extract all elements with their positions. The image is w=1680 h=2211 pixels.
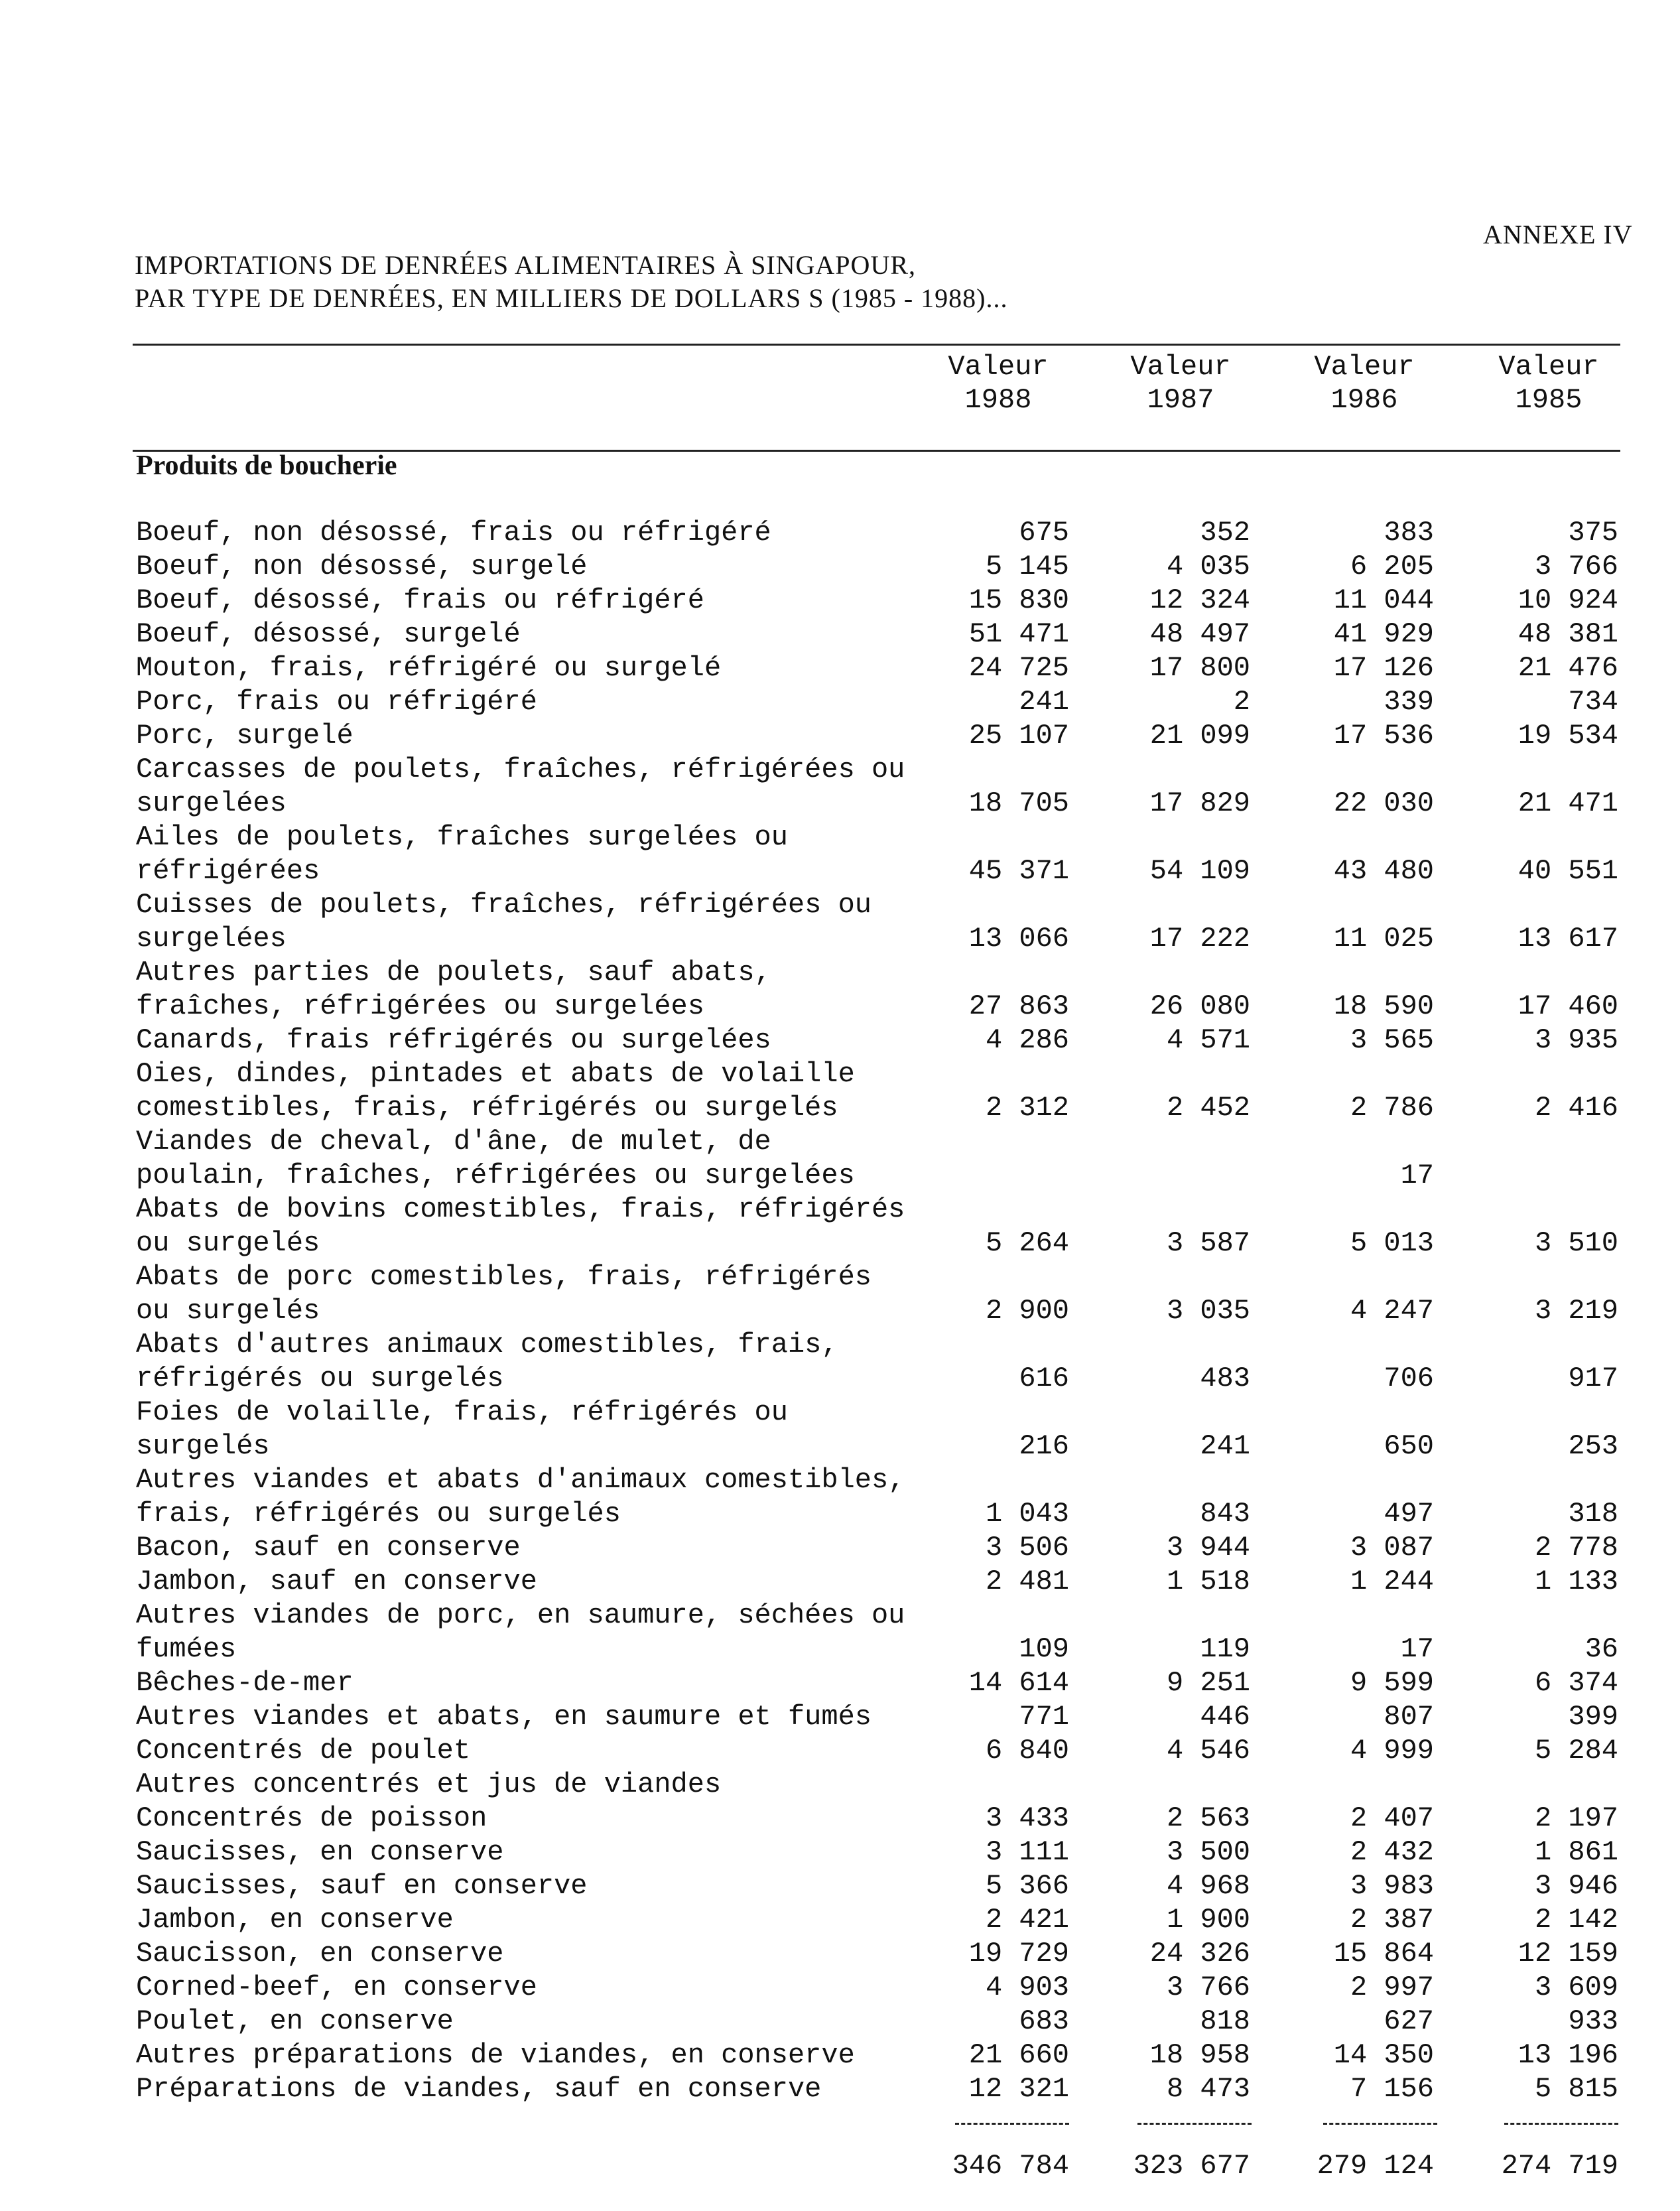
row-value: 352 xyxy=(1200,517,1250,549)
row-value: 2 432 xyxy=(1350,1836,1434,1868)
row-value: 4 286 xyxy=(985,1024,1069,1056)
total-1988: 346 784 xyxy=(952,2150,1069,2182)
total-separator-1986 xyxy=(1323,2123,1437,2125)
row-value: 48 381 xyxy=(1518,618,1618,650)
row-value: 3 935 xyxy=(1534,1024,1618,1056)
row-value: 2 197 xyxy=(1534,1802,1618,1834)
row-value: 13 617 xyxy=(1518,923,1618,955)
row-label: Autres parties de poulets, sauf abats, xyxy=(136,957,771,988)
row-label: Corned-beef, en conserve xyxy=(136,1972,537,2003)
row-value: 8 473 xyxy=(1166,2073,1250,2105)
row-value: 2 900 xyxy=(985,1295,1069,1327)
row-value: 1 900 xyxy=(1166,1904,1250,1936)
total-1987: 323 677 xyxy=(1133,2150,1250,2182)
row-value: 3 111 xyxy=(985,1836,1069,1868)
row-label: Canards, frais réfrigérés ou surgelées xyxy=(136,1024,771,1056)
row-value: 4 903 xyxy=(985,1972,1069,2003)
row-label: Autres viandes et abats d'animaux comestibles, xyxy=(136,1464,905,1496)
row-value: 917 xyxy=(1568,1363,1618,1394)
row-value: 1 518 xyxy=(1166,1566,1250,1597)
row-value: 3 983 xyxy=(1350,1870,1434,1902)
row-label: Concentrés de poisson xyxy=(136,1802,487,1834)
row-label: Ailes de poulets, fraîches surgelées ou xyxy=(136,821,788,853)
row-value: 18 958 xyxy=(1149,2039,1250,2071)
row-label: Oies, dindes, pintades et abats de volaille xyxy=(136,1058,855,1090)
row-label: Abats de bovins comestibles, frais, réfrigérés xyxy=(136,1193,905,1225)
row-label: Foies de volaille, frais, réfrigérés ou xyxy=(136,1396,788,1428)
row-label: Saucisses, sauf en conserve xyxy=(136,1870,588,1902)
row-value: 11 025 xyxy=(1333,923,1434,955)
row-label: Boeuf, désossé, frais ou réfrigéré xyxy=(136,584,704,616)
row-value: 11 044 xyxy=(1333,584,1434,616)
row-label: Porc, surgelé xyxy=(136,720,354,752)
row-label: Concentrés de poulet xyxy=(136,1735,471,1767)
row-value: 3 766 xyxy=(1166,1972,1250,2003)
row-value: 339 xyxy=(1384,686,1434,718)
row-value: 54 109 xyxy=(1149,855,1250,887)
row-value: 3 219 xyxy=(1534,1295,1618,1327)
row-value: 1 043 xyxy=(985,1498,1069,1530)
row-value: 3 944 xyxy=(1166,1532,1250,1564)
row-value: 17 536 xyxy=(1333,720,1434,752)
row-label: Saucisson, en conserve xyxy=(136,1938,504,1970)
row-value: 17 829 xyxy=(1149,787,1250,819)
section-heading: Produits de boucherie xyxy=(136,450,397,481)
row-value: 17 800 xyxy=(1149,652,1250,684)
row-label: réfrigérées xyxy=(136,855,320,887)
row-value: 45 371 xyxy=(968,855,1069,887)
column-year: 1987 xyxy=(1147,384,1214,416)
row-label: Autres viandes de porc, en saumure, séchées ou xyxy=(136,1599,905,1631)
row-value: 1 133 xyxy=(1534,1566,1618,1597)
total-separator-1985 xyxy=(1504,2123,1618,2125)
row-value: 12 321 xyxy=(968,2073,1069,2105)
row-value: 13 196 xyxy=(1518,2039,1618,2071)
row-label: Carcasses de poulets, fraîches, réfrigérées ou xyxy=(136,754,905,785)
row-value: 3 035 xyxy=(1166,1295,1250,1327)
row-value: 818 xyxy=(1200,2005,1250,2037)
row-value: 13 066 xyxy=(968,923,1069,955)
row-value: 4 999 xyxy=(1350,1735,1434,1767)
row-label: ou surgelés xyxy=(136,1295,320,1327)
row-value: 318 xyxy=(1568,1498,1618,1530)
row-value: 216 xyxy=(1019,1430,1069,1462)
row-value: 483 xyxy=(1200,1363,1250,1394)
row-label: Abats de porc comestibles, frais, réfrigérés xyxy=(136,1261,872,1293)
row-value: 2 421 xyxy=(985,1904,1069,1936)
row-value: 2 997 xyxy=(1350,1972,1434,2003)
row-value: 616 xyxy=(1019,1363,1069,1394)
row-label: surgelées xyxy=(136,787,287,819)
row-value: 2 407 xyxy=(1350,1802,1434,1834)
row-value: 3 609 xyxy=(1534,1972,1618,2003)
row-value: 2 142 xyxy=(1534,1904,1618,1936)
row-value: 241 xyxy=(1019,686,1069,718)
row-label: Saucisses, en conserve xyxy=(136,1836,504,1868)
row-value: 2 416 xyxy=(1534,1092,1618,1124)
row-value: 3 500 xyxy=(1166,1836,1250,1868)
row-value: 17 126 xyxy=(1333,652,1434,684)
total-separator-1988 xyxy=(955,2123,1069,2125)
row-label: Boeuf, désossé, surgelé xyxy=(136,618,521,650)
row-value: 734 xyxy=(1568,686,1618,718)
row-label: poulain, fraîches, réfrigérées ou surgelées xyxy=(136,1160,855,1191)
row-label: Préparations de viandes, sauf en conserve xyxy=(136,2073,822,2105)
row-value: 2 778 xyxy=(1534,1532,1618,1564)
row-value: 9 251 xyxy=(1166,1667,1250,1699)
row-value: 19 534 xyxy=(1518,720,1618,752)
row-value: 21 471 xyxy=(1518,787,1618,819)
row-value: 3 766 xyxy=(1534,551,1618,582)
row-label: surgelées xyxy=(136,923,287,955)
row-value: 4 247 xyxy=(1350,1295,1434,1327)
row-value: 2 481 xyxy=(985,1566,1069,1597)
row-value: 683 xyxy=(1019,2005,1069,2037)
row-label: surgelés xyxy=(136,1430,270,1462)
row-value: 843 xyxy=(1200,1498,1250,1530)
row-value: 40 551 xyxy=(1518,855,1618,887)
row-value: 383 xyxy=(1384,517,1434,549)
row-value: 12 324 xyxy=(1149,584,1250,616)
row-value: 21 099 xyxy=(1149,720,1250,752)
row-value: 9 599 xyxy=(1350,1667,1434,1699)
row-value: 15 864 xyxy=(1333,1938,1434,1970)
row-label: Jambon, sauf en conserve xyxy=(136,1566,537,1597)
row-value: 6 840 xyxy=(985,1735,1069,1767)
row-value: 706 xyxy=(1384,1363,1434,1394)
row-label: Boeuf, non désossé, frais ou réfrigéré xyxy=(136,517,771,549)
row-label: Jambon, en conserve xyxy=(136,1904,454,1936)
row-value: 17 222 xyxy=(1149,923,1250,955)
row-value: 36 xyxy=(1584,1633,1618,1665)
row-value: 4 035 xyxy=(1166,551,1250,582)
row-value: 3 587 xyxy=(1166,1227,1250,1259)
row-value: 43 480 xyxy=(1333,855,1434,887)
row-label: réfrigérés ou surgelés xyxy=(136,1363,504,1394)
row-label: Boeuf, non désossé, surgelé xyxy=(136,551,588,582)
row-label: fraîches, réfrigérées ou surgelées xyxy=(136,990,704,1022)
row-value: 2 786 xyxy=(1350,1092,1434,1124)
row-value: 3 946 xyxy=(1534,1870,1618,1902)
row-value: 2 563 xyxy=(1166,1802,1250,1834)
row-value: 17 460 xyxy=(1518,990,1618,1022)
row-value: 650 xyxy=(1384,1430,1434,1462)
row-value: 18 705 xyxy=(968,787,1069,819)
row-value: 27 863 xyxy=(968,990,1069,1022)
column-label: Valeur xyxy=(948,351,1049,383)
row-label: Poulet, en conserve xyxy=(136,2005,454,2037)
column-label: Valeur xyxy=(1498,351,1599,383)
row-label: fumées xyxy=(136,1633,237,1665)
column-year: 1985 xyxy=(1515,384,1583,416)
row-value: 119 xyxy=(1200,1633,1250,1665)
title-line-1: IMPORTATIONS DE DENRÉES ALIMENTAIRES À SINGAPOUR, xyxy=(135,250,917,280)
row-value: 7 156 xyxy=(1350,2073,1434,2105)
row-value: 6 374 xyxy=(1534,1667,1618,1699)
row-value: 12 159 xyxy=(1518,1938,1618,1970)
row-label: Mouton, frais, réfrigéré ou surgelé xyxy=(136,652,722,684)
row-value: 627 xyxy=(1384,2005,1434,2037)
row-label: Porc, frais ou réfrigéré xyxy=(136,686,537,718)
row-label: Cuisses de poulets, fraîches, réfrigérées ou xyxy=(136,889,872,921)
row-value: 2 xyxy=(1233,686,1250,718)
row-value: 15 830 xyxy=(968,584,1069,616)
row-value: 41 929 xyxy=(1333,618,1434,650)
row-label: Viandes de cheval, d'âne, de mulet, de xyxy=(136,1126,771,1158)
row-value: 4 546 xyxy=(1166,1735,1250,1767)
row-value: 241 xyxy=(1200,1430,1250,1462)
row-value: 24 326 xyxy=(1149,1938,1250,1970)
row-value: 3 565 xyxy=(1350,1024,1434,1056)
row-value: 675 xyxy=(1019,517,1069,549)
row-value: 5 366 xyxy=(985,1870,1069,1902)
row-value: 48 497 xyxy=(1149,618,1250,650)
row-value: 3 510 xyxy=(1534,1227,1618,1259)
row-value: 253 xyxy=(1568,1430,1618,1462)
row-value: 1 244 xyxy=(1350,1566,1434,1597)
row-value: 22 030 xyxy=(1333,787,1434,819)
annex-label: ANNEXE IV xyxy=(1483,220,1633,249)
row-value: 6 205 xyxy=(1350,551,1434,582)
row-label: ou surgelés xyxy=(136,1227,320,1259)
row-value: 399 xyxy=(1568,1701,1618,1733)
total-1986: 279 124 xyxy=(1317,2150,1434,2182)
row-value: 4 571 xyxy=(1166,1024,1250,1056)
row-value: 375 xyxy=(1568,517,1618,549)
row-value: 25 107 xyxy=(968,720,1069,752)
row-value: 497 xyxy=(1384,1498,1434,1530)
row-label: Abats d'autres animaux comestibles, frais, xyxy=(136,1329,838,1361)
row-value: 771 xyxy=(1019,1701,1069,1733)
row-value: 10 924 xyxy=(1518,584,1618,616)
row-value: 5 013 xyxy=(1350,1227,1434,1259)
row-value: 14 614 xyxy=(968,1667,1069,1699)
column-year: 1988 xyxy=(964,384,1032,416)
column-label: Valeur xyxy=(1130,351,1231,383)
row-value: 3 506 xyxy=(985,1532,1069,1564)
row-value: 21 660 xyxy=(968,2039,1069,2071)
row-label: frais, réfrigérés ou surgelés xyxy=(136,1498,621,1530)
row-value: 807 xyxy=(1384,1701,1434,1733)
column-year: 1986 xyxy=(1330,384,1398,416)
row-value: 17 xyxy=(1400,1160,1434,1191)
row-value: 3 087 xyxy=(1350,1532,1434,1564)
row-value: 933 xyxy=(1568,2005,1618,2037)
total-separator-1987 xyxy=(1137,2123,1252,2125)
row-value: 109 xyxy=(1019,1633,1069,1665)
row-value: 51 471 xyxy=(968,618,1069,650)
row-value: 2 387 xyxy=(1350,1904,1434,1936)
row-value: 3 433 xyxy=(985,1802,1069,1834)
row-value: 18 590 xyxy=(1333,990,1434,1022)
title-line-2: PAR TYPE DE DENRÉES, EN MILLIERS DE DOLLARS S (1985 - 1988)... xyxy=(135,283,1008,313)
row-value: 5 815 xyxy=(1534,2073,1618,2105)
row-label: Autres préparations de viandes, en conserve xyxy=(136,2039,855,2071)
total-1985: 274 719 xyxy=(1501,2150,1618,2182)
row-value: 21 476 xyxy=(1518,652,1618,684)
row-label: Bêches-de-mer xyxy=(136,1667,354,1699)
row-value: 446 xyxy=(1200,1701,1250,1733)
row-value: 17 xyxy=(1400,1633,1434,1665)
row-value: 2 312 xyxy=(985,1092,1069,1124)
row-value: 4 968 xyxy=(1166,1870,1250,1902)
column-label: Valeur xyxy=(1314,351,1415,383)
row-value: 14 350 xyxy=(1333,2039,1434,2071)
row-label: comestibles, frais, réfrigérés ou surgelés xyxy=(136,1092,838,1124)
row-value: 26 080 xyxy=(1149,990,1250,1022)
row-value: 19 729 xyxy=(968,1938,1069,1970)
row-label: Autres viandes et abats, en saumure et fumés xyxy=(136,1701,872,1733)
row-value: 5 284 xyxy=(1534,1735,1618,1767)
row-value: 5 145 xyxy=(985,551,1069,582)
row-value: 5 264 xyxy=(985,1227,1069,1259)
row-label: Bacon, sauf en conserve xyxy=(136,1532,521,1564)
row-label: Autres concentrés et jus de viandes xyxy=(136,1769,722,1800)
row-value: 24 725 xyxy=(968,652,1069,684)
row-value: 1 861 xyxy=(1534,1836,1618,1868)
row-value: 2 452 xyxy=(1166,1092,1250,1124)
